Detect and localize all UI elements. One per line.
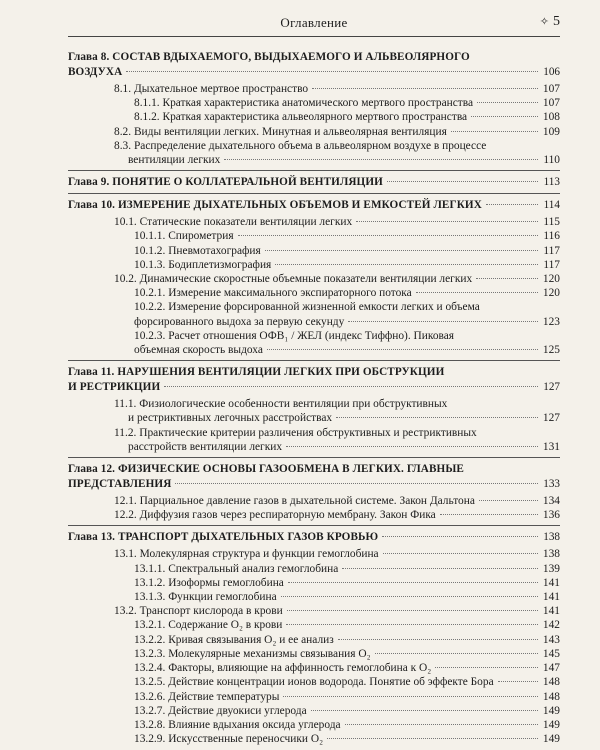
page-ref: 141 bbox=[542, 591, 560, 604]
entry-line bbox=[134, 258, 560, 272]
toc-entry[interactable] bbox=[68, 647, 560, 661]
chapter-label: Глава 8. bbox=[68, 51, 110, 63]
entry-title bbox=[134, 258, 271, 272]
dot-leader bbox=[336, 417, 538, 418]
dot-leader bbox=[327, 738, 538, 739]
entry-title bbox=[114, 508, 436, 522]
chapter-label: Глава 11. bbox=[68, 366, 115, 379]
entry-title bbox=[134, 590, 277, 604]
page-ref: 148 bbox=[542, 690, 560, 703]
page-ref: 133 bbox=[543, 478, 560, 491]
chapter-entry[interactable] bbox=[68, 530, 560, 545]
entry-title-line1: Действие температуры bbox=[168, 690, 280, 703]
entry-line bbox=[134, 300, 560, 314]
entry-title-line2: форсированного выдоха за первую секунду bbox=[134, 315, 345, 328]
dot-leader bbox=[126, 71, 538, 72]
running-title: Оглавление bbox=[280, 15, 348, 30]
toc-entry[interactable] bbox=[68, 96, 560, 110]
page-ref: 120 bbox=[542, 287, 560, 300]
chapter-label: Глава 13. bbox=[68, 531, 116, 544]
entry-line bbox=[68, 530, 560, 545]
toc-entry[interactable] bbox=[68, 125, 560, 139]
page-ref: 107 bbox=[542, 83, 560, 95]
entry-number: 13.2.6. bbox=[134, 690, 166, 703]
dot-leader bbox=[288, 582, 538, 583]
entry-title-line2: вентиляции легких bbox=[128, 154, 221, 167]
entry-title-line1: Измерение максимального экспираторного потока bbox=[168, 287, 412, 300]
chapter-title bbox=[68, 530, 378, 545]
dot-leader bbox=[224, 159, 538, 160]
chapter-entry[interactable] bbox=[68, 198, 560, 213]
page-ref: 148 bbox=[542, 676, 560, 689]
entry-line bbox=[134, 343, 560, 357]
entry-title bbox=[134, 300, 480, 314]
page-ref: 147 bbox=[542, 662, 560, 675]
entry-number: 8.3. bbox=[114, 139, 132, 152]
entry-line bbox=[114, 494, 560, 508]
dot-leader bbox=[312, 88, 538, 89]
dot-leader bbox=[287, 610, 538, 611]
dot-leader bbox=[338, 639, 538, 640]
dot-leader bbox=[382, 536, 538, 537]
entry-title-line1: Спирометрия bbox=[168, 230, 234, 243]
toc-entry[interactable] bbox=[68, 329, 560, 357]
entry-title bbox=[134, 576, 284, 590]
entry-line bbox=[68, 477, 560, 492]
chapter-title-line1: ТРАНСПОРТ ДЫХАТЕЛЬНЫХ ГАЗОВ КРОВЬЮ bbox=[117, 531, 379, 544]
entry-title bbox=[134, 647, 371, 661]
dot-leader bbox=[498, 681, 538, 682]
entry-title-line1: Функции гемоглобина bbox=[168, 591, 277, 604]
page-ref: 125 bbox=[542, 344, 560, 357]
entry-title bbox=[134, 562, 338, 576]
entry-title-line1: Распределение дыхательного объема в альвеолярном воздухе в процессе bbox=[133, 139, 487, 152]
dot-leader bbox=[286, 624, 538, 625]
toc-entry[interactable] bbox=[68, 426, 560, 454]
entry-title bbox=[134, 704, 307, 718]
page-ref: 106 bbox=[543, 66, 560, 78]
entry-line bbox=[134, 229, 560, 243]
entry-title-line1: Изоформы гемоглобина bbox=[168, 576, 284, 589]
entry-title bbox=[114, 604, 283, 618]
page-ref: 142 bbox=[542, 619, 560, 632]
toc-entry[interactable] bbox=[68, 604, 560, 618]
dot-leader bbox=[375, 653, 538, 654]
entry-title bbox=[134, 110, 467, 124]
chapter-section bbox=[68, 50, 560, 167]
chapter-title-line1: ПОНЯТИЕ О КОЛЛАТЕРАЛЬНОЙ ВЕНТИЛЯЦИИ bbox=[112, 176, 383, 189]
entry-number: 10.1.3. bbox=[134, 258, 166, 271]
dot-leader bbox=[435, 667, 538, 668]
dot-leader bbox=[356, 221, 538, 222]
entry-line bbox=[134, 633, 560, 647]
chapter-entry[interactable] bbox=[68, 365, 560, 395]
entry-title-line2: объемная скорость выдоха bbox=[134, 344, 263, 357]
entry-number: 13.2.1. bbox=[134, 619, 166, 632]
entry-title-line1: Действие двуокиси углерода bbox=[168, 704, 307, 717]
page-ref: 149 bbox=[542, 733, 560, 746]
toc-entry[interactable] bbox=[68, 718, 560, 732]
entry-line bbox=[114, 272, 560, 286]
entry-title bbox=[134, 244, 261, 258]
entry-line bbox=[134, 244, 560, 258]
dot-leader bbox=[383, 553, 538, 554]
toc-entry[interactable] bbox=[68, 704, 560, 718]
entry-line bbox=[114, 440, 560, 454]
entry-number: 13.2.2. bbox=[134, 633, 166, 646]
entry-title bbox=[114, 547, 379, 561]
chapter-entry[interactable] bbox=[68, 175, 560, 190]
entry-number: 13.1.1. bbox=[134, 562, 166, 575]
entry-number: 13.2.9. bbox=[134, 733, 166, 746]
entry-line bbox=[114, 139, 560, 153]
entry-title-line1: Бодиплетизмография bbox=[168, 258, 272, 271]
toc-entry[interactable] bbox=[68, 547, 560, 561]
entry-title-line1: Парциальное давление газов в дыхательной системе. Закон Дальтона bbox=[139, 495, 475, 508]
entry-number: 13.2.5. bbox=[134, 676, 166, 689]
entry-title-line1: Искусственные переносчики O₂ bbox=[168, 733, 324, 746]
page-ref: 127 bbox=[542, 412, 560, 425]
toc-entry[interactable] bbox=[68, 300, 560, 328]
entry-number: 10.2.2. bbox=[134, 301, 166, 314]
entry-title bbox=[134, 732, 323, 746]
running-header bbox=[68, 12, 560, 37]
entry-number: 11.2. bbox=[114, 426, 137, 439]
entry-line bbox=[68, 65, 560, 80]
chapter-title bbox=[68, 462, 464, 477]
page-ref: 145 bbox=[542, 647, 560, 660]
page-ref: 139 bbox=[542, 562, 560, 575]
entry-line bbox=[134, 315, 560, 329]
toc-entry[interactable] bbox=[68, 661, 560, 675]
entry-line bbox=[134, 690, 560, 704]
page-ref: 123 bbox=[542, 315, 560, 328]
entry-title bbox=[114, 82, 308, 96]
chapter-section bbox=[68, 360, 560, 454]
entry-title-line1: Молекулярные механизмы связывания O₂ bbox=[168, 647, 371, 660]
chapter-section bbox=[68, 457, 560, 522]
page-ref: 149 bbox=[542, 704, 560, 717]
entry-line bbox=[114, 411, 560, 425]
chapter-entry[interactable] bbox=[68, 462, 560, 492]
toc-entry[interactable] bbox=[68, 110, 560, 124]
page-ref: 108 bbox=[542, 111, 560, 124]
entry-title-line2: и рестриктивных легочных расстройствах bbox=[128, 412, 333, 425]
entry-title-line1: Статические показатели вентиляции легких bbox=[139, 216, 353, 229]
entry-title-line1: Измерение форсированной жизненной емкости легких и объема bbox=[168, 301, 480, 314]
entry-line bbox=[114, 215, 560, 229]
page-ref: 141 bbox=[542, 605, 560, 618]
dot-leader bbox=[486, 204, 538, 205]
entry-line bbox=[114, 82, 560, 96]
entry-title bbox=[114, 272, 472, 286]
entry-line bbox=[114, 547, 560, 561]
page-ref: 131 bbox=[542, 440, 560, 453]
page-number bbox=[540, 14, 560, 30]
entry-line bbox=[134, 647, 560, 661]
entry-title-line1: Пневмотахография bbox=[168, 244, 261, 257]
page-ref: 117 bbox=[543, 244, 560, 257]
dot-leader bbox=[387, 181, 538, 182]
dot-leader bbox=[345, 724, 538, 725]
entry-title bbox=[114, 426, 477, 440]
entry-number: 13.2.8. bbox=[134, 718, 166, 731]
entry-line bbox=[134, 576, 560, 590]
entry-title bbox=[114, 494, 475, 508]
entry-line bbox=[134, 286, 560, 300]
chapter-title-line1: ФИЗИЧЕСКИЕ ОСНОВЫ ГАЗООБМЕНА В ЛЕГКИХ. ГЛАВНЫЕ bbox=[117, 463, 464, 476]
entry-number: 13.2.3. bbox=[134, 647, 166, 660]
dot-leader bbox=[477, 102, 538, 103]
entry-line bbox=[68, 365, 560, 380]
chapter-label: Глава 9. bbox=[68, 176, 110, 189]
dot-leader bbox=[281, 596, 538, 597]
page-ref: 134 bbox=[542, 495, 560, 508]
chapter-title-line2: И РЕСТРИКЦИИ bbox=[68, 381, 161, 394]
entry-line bbox=[114, 508, 560, 522]
dot-leader bbox=[238, 235, 538, 236]
chapter-title bbox=[68, 50, 470, 65]
entry-title-line1: Краткая характеристика анатомического мертвого пространства bbox=[162, 97, 474, 110]
entry-line bbox=[134, 110, 560, 124]
toc-entry[interactable] bbox=[68, 732, 560, 746]
table-of-contents bbox=[68, 50, 560, 749]
entry-title bbox=[134, 690, 279, 704]
page-ref: 143 bbox=[542, 633, 560, 646]
entry-number: 11.1. bbox=[114, 398, 137, 411]
entry-number: 8.1.1. bbox=[134, 97, 160, 110]
entry-title-line1: Расчет отношения ОФВ₁ / ЖЕЛ (индекс Тиффно). Пиковая bbox=[168, 329, 455, 342]
dot-leader bbox=[164, 386, 538, 387]
entry-title-line1: Физиологические особенности вентиляции при обструктивных bbox=[139, 398, 448, 411]
chapter-title-line2: ПРЕДСТАВЛЕНИЯ bbox=[68, 478, 172, 491]
entry-line bbox=[114, 153, 560, 167]
page-ref: 141 bbox=[542, 576, 560, 589]
dot-leader bbox=[451, 131, 538, 132]
entry-number: 10.1.2. bbox=[134, 244, 166, 257]
toc-entry[interactable] bbox=[68, 397, 560, 425]
chapter-label: Глава 12. bbox=[68, 463, 116, 476]
entry-number: 8.2. bbox=[114, 125, 132, 138]
toc-entry[interactable] bbox=[68, 690, 560, 704]
entry-title bbox=[134, 96, 473, 110]
dot-leader bbox=[416, 292, 538, 293]
entry-line bbox=[114, 125, 560, 139]
dot-leader bbox=[479, 500, 538, 501]
entry-title bbox=[134, 675, 494, 689]
toc-entry[interactable] bbox=[68, 286, 560, 300]
entry-line bbox=[134, 718, 560, 732]
chapter-label: Глава 10. bbox=[68, 199, 116, 212]
toc-entry[interactable] bbox=[68, 562, 560, 576]
entry-number: 10.2.1. bbox=[134, 287, 166, 300]
entry-title-line1: Влияние вдыхания оксида углерода bbox=[168, 718, 341, 731]
entry-line bbox=[134, 704, 560, 718]
toc-entry[interactable] bbox=[68, 494, 560, 508]
entry-title bbox=[134, 329, 454, 343]
entry-number: 10.2. bbox=[114, 273, 137, 286]
toc-entry[interactable] bbox=[68, 258, 560, 272]
entry-number: 12.1. bbox=[114, 495, 137, 508]
toc-entry[interactable] bbox=[68, 82, 560, 96]
entry-title bbox=[134, 229, 234, 243]
entry-line bbox=[68, 462, 560, 477]
dot-leader bbox=[311, 710, 538, 711]
ornament-icon: ✧ bbox=[539, 16, 549, 28]
dot-leader bbox=[286, 446, 538, 447]
toc-entry[interactable] bbox=[68, 590, 560, 604]
entry-title-line1: Диффузия газов через респираторную мембрану. Закон Фика bbox=[139, 509, 436, 522]
entry-number: 13.1. bbox=[114, 548, 137, 561]
dot-leader bbox=[283, 696, 538, 697]
entry-title-line1: Краткая характеристика альвеолярного мертвого пространства bbox=[162, 111, 468, 124]
chapter-title-line2: ВОЗДУХА bbox=[68, 66, 123, 78]
dot-leader bbox=[275, 264, 538, 265]
entry-title-line1: Практические критерии различения обструктивных и рестриктивных bbox=[139, 426, 477, 439]
toc-entry[interactable] bbox=[68, 272, 560, 286]
entry-title-line1: Кривая связывания O₂ и ее анализ bbox=[168, 633, 334, 646]
entry-line bbox=[68, 175, 560, 190]
entry-number: 12.2. bbox=[114, 509, 137, 522]
entry-title-line1: Содержание O₂ в крови bbox=[168, 619, 283, 632]
entry-line bbox=[134, 661, 560, 675]
page-ref: 116 bbox=[543, 230, 560, 243]
entry-number: 10.1. bbox=[114, 216, 137, 229]
entry-number: 10.1.1. bbox=[134, 230, 166, 243]
entry-title bbox=[134, 718, 341, 732]
entry-line bbox=[134, 675, 560, 689]
page-ref: 149 bbox=[542, 718, 560, 731]
page-ref: 113 bbox=[543, 176, 560, 189]
entry-number: 13.1.3. bbox=[134, 591, 166, 604]
dot-leader bbox=[471, 116, 538, 117]
chapter-title-line1: НАРУШЕНИЯ ВЕНТИЛЯЦИИ ЛЕГКИХ ПРИ ОБСТРУКЦИИ bbox=[117, 366, 445, 379]
entry-title-line1: Транспорт кислорода в крови bbox=[139, 605, 283, 618]
toc-entry[interactable] bbox=[68, 244, 560, 258]
toc-entry[interactable] bbox=[68, 633, 560, 647]
dot-leader bbox=[476, 278, 538, 279]
entry-line bbox=[68, 380, 560, 395]
entry-title bbox=[114, 215, 352, 229]
dot-leader bbox=[267, 349, 538, 350]
entry-line bbox=[134, 618, 560, 632]
page-ref: 117 bbox=[543, 258, 560, 271]
entry-title-line1: Виды вентиляции легких. Минутная и альвеолярная вентиляция bbox=[133, 125, 447, 138]
toc-entry[interactable] bbox=[68, 229, 560, 243]
page-ref: 127 bbox=[543, 381, 560, 394]
toc-entry[interactable] bbox=[68, 576, 560, 590]
entry-number: 13.2.4. bbox=[134, 662, 166, 675]
toc-entry[interactable] bbox=[68, 675, 560, 689]
chapter-title bbox=[68, 198, 482, 213]
entry-line bbox=[134, 590, 560, 604]
entry-title-line2: расстройств вентиляции легких bbox=[128, 440, 283, 453]
entry-title bbox=[134, 661, 431, 675]
entry-number: 8.1.2. bbox=[134, 111, 160, 124]
page-ref: 138 bbox=[543, 531, 560, 544]
entry-line bbox=[134, 96, 560, 110]
page-ref: 109 bbox=[542, 125, 560, 138]
toc-entry[interactable] bbox=[68, 215, 560, 229]
dot-leader bbox=[440, 514, 538, 515]
entry-number: 10.2.3. bbox=[134, 329, 166, 342]
page-ref: 115 bbox=[543, 216, 560, 229]
chapter-section bbox=[68, 170, 560, 190]
page-ref: 107 bbox=[542, 97, 560, 110]
entry-number: 13.2. bbox=[114, 605, 137, 618]
dot-leader bbox=[342, 568, 538, 569]
chapter-title bbox=[68, 175, 383, 190]
dot-leader bbox=[265, 250, 538, 251]
chapter-section bbox=[68, 193, 560, 357]
entry-title bbox=[114, 125, 447, 139]
entry-line bbox=[68, 198, 560, 213]
entry-title bbox=[134, 618, 282, 632]
entry-title-line1: Факторы, влияющие на аффинность гемоглобина к O₂ bbox=[168, 662, 432, 675]
chapter-title bbox=[68, 365, 444, 380]
entry-line bbox=[114, 397, 560, 411]
dot-leader bbox=[348, 321, 538, 322]
entry-title bbox=[134, 286, 412, 300]
entry-line bbox=[114, 604, 560, 618]
page-ref: 138 bbox=[542, 548, 560, 561]
entry-title bbox=[114, 397, 447, 411]
page-number-value: 5 bbox=[553, 14, 560, 29]
entry-title bbox=[114, 139, 486, 153]
toc-entry[interactable] bbox=[68, 139, 560, 167]
dot-leader bbox=[175, 483, 538, 484]
page-ref: 110 bbox=[543, 154, 560, 167]
entry-number: 13.1.2. bbox=[134, 576, 166, 589]
entry-line bbox=[114, 426, 560, 440]
entry-title-line1: Спектральный анализ гемоглобина bbox=[168, 562, 339, 575]
entry-number: 13.2.7. bbox=[134, 704, 166, 717]
entry-title-line1: Молекулярная структура и функции гемоглобина bbox=[139, 548, 379, 561]
toc-entry[interactable] bbox=[68, 508, 560, 522]
chapter-section bbox=[68, 525, 560, 746]
entry-line bbox=[134, 732, 560, 746]
page-ref: 136 bbox=[542, 509, 560, 522]
chapter-entry[interactable] bbox=[68, 50, 560, 80]
entry-line bbox=[134, 562, 560, 576]
entry-title-line1: Дыхательное мертвое пространство bbox=[133, 83, 309, 95]
entry-line bbox=[68, 50, 560, 65]
entry-line bbox=[134, 329, 560, 343]
page-ref: 114 bbox=[543, 199, 560, 212]
entry-title bbox=[134, 633, 334, 647]
toc-entry[interactable] bbox=[68, 618, 560, 632]
chapter-title-line1: СОСТАВ ВДЫХАЕМОГО, ВЫДЫХАЕМОГО И АЛЬВЕОЛЯРНОГО bbox=[112, 51, 470, 63]
chapter-title-line1: ИЗМЕРЕНИЕ ДЫХАТЕЛЬНЫХ ОБЪЕМОВ И ЕМКОСТЕЙ ЛЕГКИХ bbox=[117, 199, 482, 212]
entry-number: 8.1. bbox=[114, 83, 132, 95]
entry-title-line1: Динамические скоростные объемные показатели вентиляции легких bbox=[139, 273, 473, 286]
entry-title-line1: Действие концентрации ионов водорода. Понятие об эффекте Бора bbox=[168, 676, 494, 689]
page-ref: 120 bbox=[542, 273, 560, 286]
